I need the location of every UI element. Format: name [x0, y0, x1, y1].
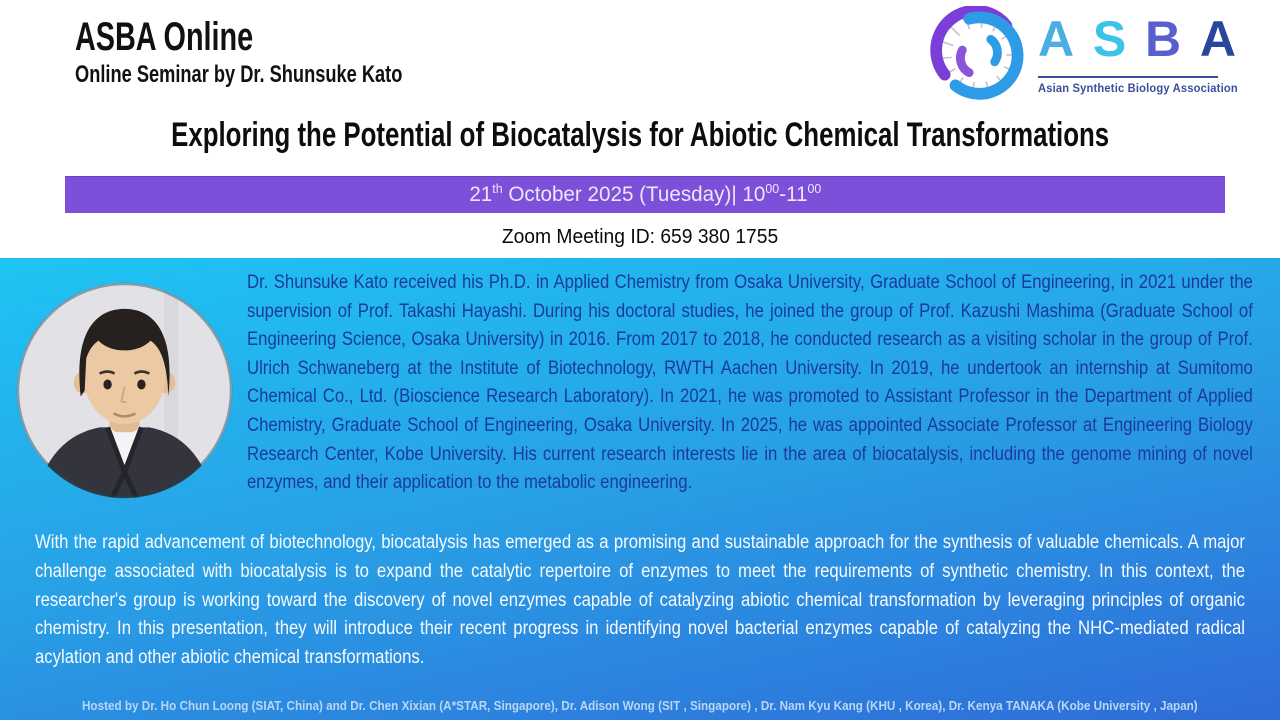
- date-banner: [65, 176, 1225, 213]
- logo-letter-a1: A: [1038, 11, 1075, 67]
- start-time-superscript: 00: [765, 180, 779, 196]
- dna-swirl-icon: [930, 6, 1028, 104]
- logo-letter-s: S: [1092, 11, 1127, 67]
- footer-hosts: Hosted by Dr. Ho Chun Loong (SIAT, China) and Dr. Chen Xixian (A*STAR, Singapore), Dr. Adison Wong (SIT , Singapore) , Dr. Nam Kyu Kang (KHU , Korea), Dr. Kenya TANAKA (Kobe University , Japan): [82, 698, 1198, 713]
- asba-logo: [930, 6, 1242, 104]
- logo-wordmark: [1038, 11, 1238, 95]
- content-section: [0, 258, 1280, 720]
- date-ordinal-superscript: th: [492, 180, 503, 196]
- zoom-meeting-id: Zoom Meeting ID: 659 380 1755: [501, 225, 779, 248]
- logo-letter-b: B: [1145, 11, 1182, 67]
- page-subtitle: Online Seminar by Dr. Shunsuke Kato: [75, 61, 403, 88]
- speaker-portrait-photo: [15, 281, 234, 500]
- logo-letter-a2: A: [1199, 11, 1236, 67]
- abstract-text: With the rapid advancement of biotechnology, biocatalysis has emerged as a promising and sustainable approach for the synthesis of valuable chemicals. A major challenge associated with biocatalysis is to expand the catalytic repertoire of enzymes to meet the requirements of synthetic chemistry. In this context, the researcher's group is working toward the discovery of novel enzymes capable of catalyzing abiotic chemical transformation by leveraging principles of organic chemistry. In this presentation, they will introduce their recent progress in identifying novel bacterial enzymes capable of catalyzing the NHC-mediated radical acylation and other abiotic chemical transformations.: [35, 532, 1245, 669]
- date-banner-text: 21th October 2025 (Tuesday)| $10^{00}-11^{00}$: [469, 180, 821, 206]
- speaker-bio: Dr. Shunsuke Kato received his Ph.D. in Applied Chemistry from Osaka University, Graduate School of Engineering, in 2021 under the supervision of Prof. Takashi Hayashi. During his doctoral studies, he joined the group of Prof. Kazushi Mashima (Graduate School of Engineering Science, Osaka University) in 2016. From 2017 to 2018, he conducted research as a visiting scholar in the group of Prof. Ulrich Schwaneberg at the Institute of Biotechnology, RWTH Aachen University. In 2019, he undertook an internship at Sumitomo Chemical Co., Ltd. (Bioscience Research Laboratory). In 2021, he was promoted to Assistant Professor in the Department of Applied Chemistry, Graduate School of Engineering, Osaka University. In 2025, he was appointed Associate Professor at Engineering Biology Research Center, Kobe University. His current research interests lie in the area of biocatalysis, including the genome mining of novel enzymes, and their application to the metabolic engineering.: [247, 272, 1253, 494]
- seminar-title: Exploring the Potential of Biocatalysis for Abiotic Chemical Transformations: [170, 116, 1110, 154]
- logo-tagline: Asian Synthetic Biology Association: [1038, 76, 1218, 95]
- logo-letters: [1038, 11, 1236, 70]
- end-time-superscript: 00: [807, 180, 821, 196]
- page-title: ASBA Online: [75, 15, 254, 59]
